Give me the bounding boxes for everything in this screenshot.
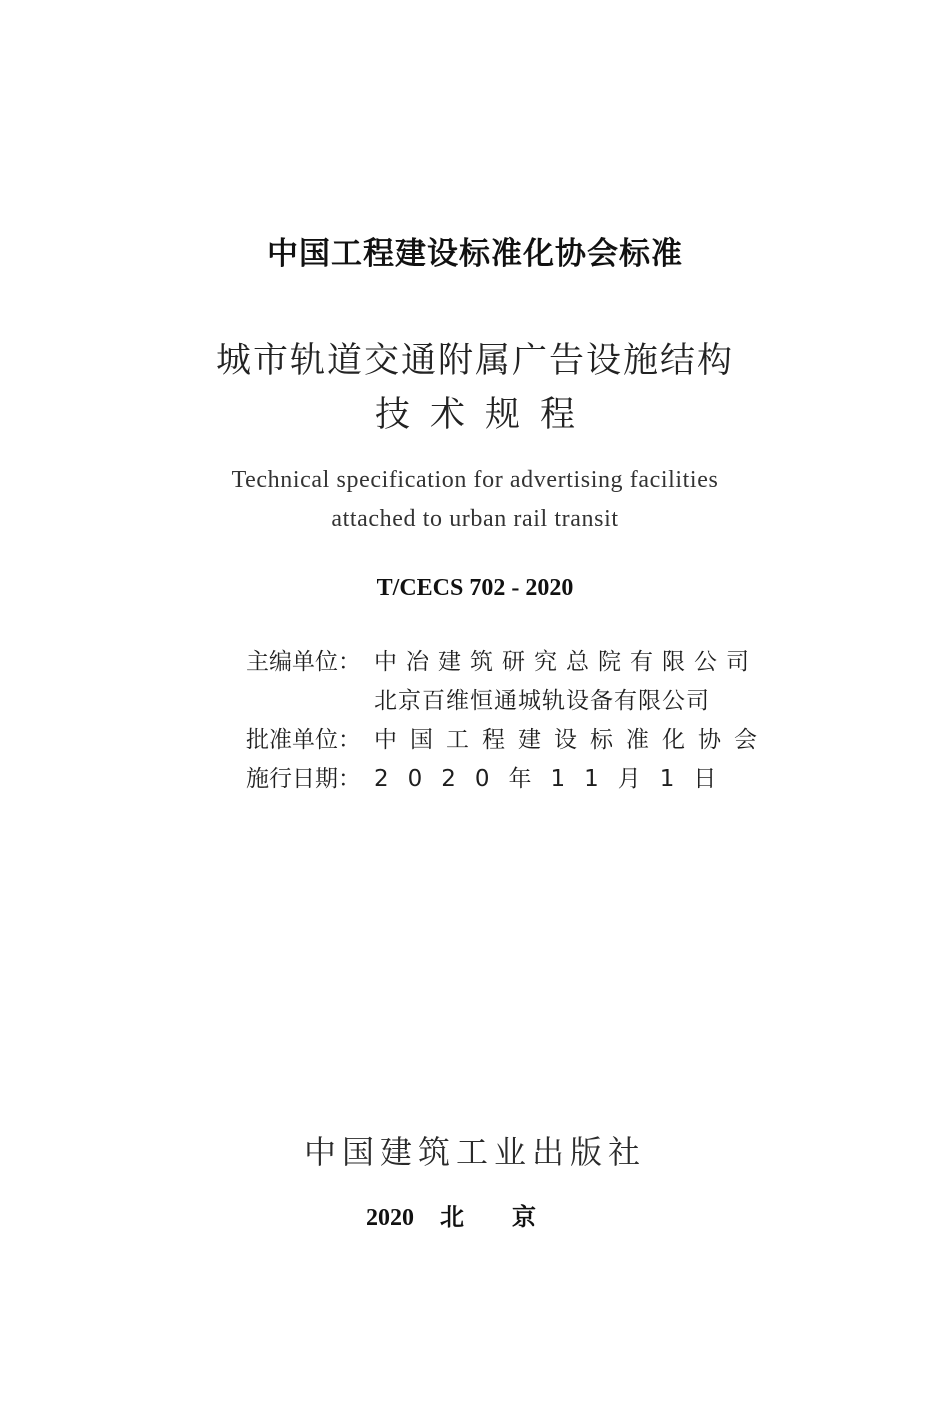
effective-date: 2020年11月1日	[374, 766, 736, 792]
document-title-line-2: 技术规程	[374, 395, 595, 435]
effective-date-label: 施行日期：	[246, 766, 361, 792]
approver-label: 批准单位：	[246, 727, 361, 753]
approver-row	[246, 721, 770, 760]
editor-row-2	[246, 682, 736, 721]
english-title-line-1: Technical specification for advertising facilities	[231, 467, 719, 493]
effective-date-row	[246, 760, 736, 799]
editor-label: 主编单位：	[246, 649, 361, 675]
editor-organization-1: 中冶建筑研究总院有限公司	[374, 649, 758, 675]
standard-series-heading: 中国工程建设标准化协会标准	[267, 236, 683, 272]
publisher-name: 中国建筑工业出版社	[303, 1133, 646, 1171]
issuing-info-block	[246, 643, 770, 799]
editor-organization-2: 北京百维恒通城轨设备有限公司	[374, 688, 710, 714]
editor-row	[246, 643, 758, 682]
publication-city: 北京	[440, 1203, 584, 1231]
english-title-line-2: attached to urban rail transit	[331, 506, 619, 532]
document-title-line-1: 城市轨道交通附属广告设施结构	[215, 341, 734, 381]
approver-organization: 中国工程建设标准化协会	[374, 727, 770, 753]
publication-place-line	[0, 1197, 950, 1232]
standard-code: T/CECS 702 - 2020	[376, 575, 574, 601]
publication-year: 2020	[366, 1205, 414, 1231]
